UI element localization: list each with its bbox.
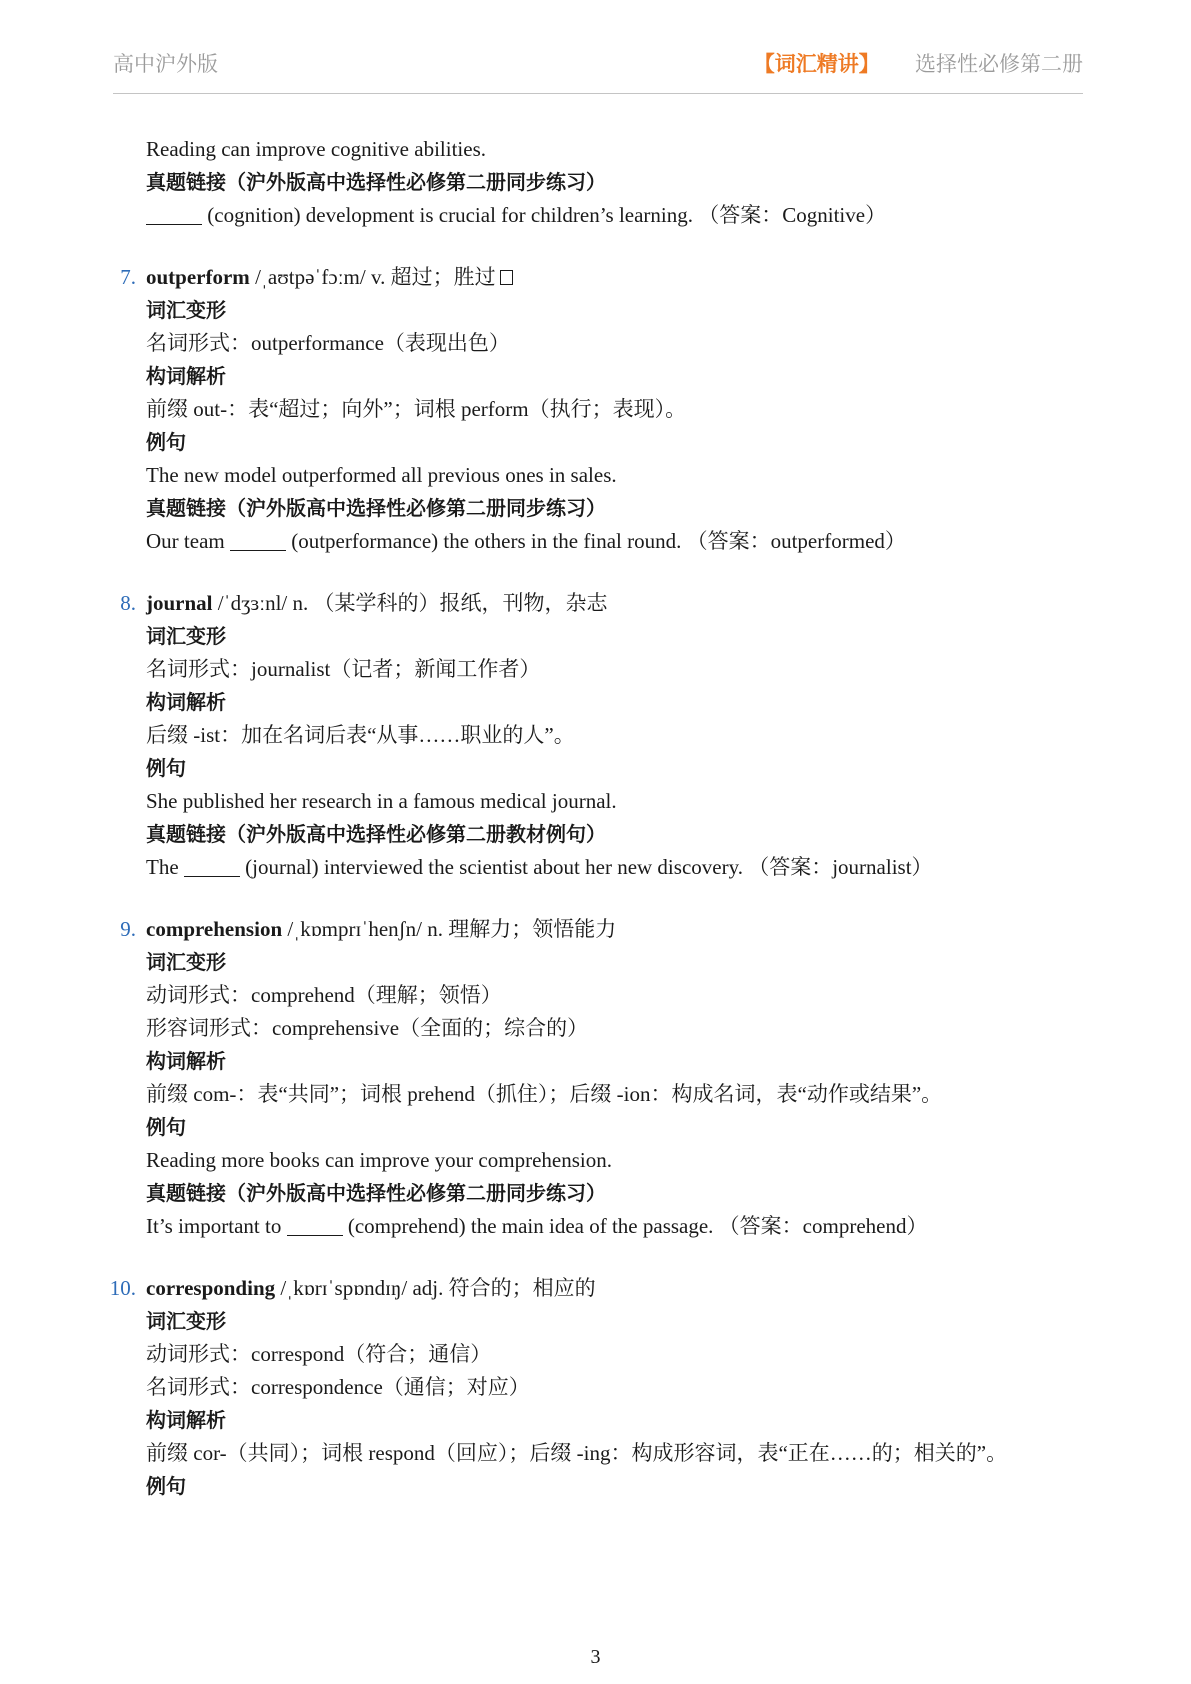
word-form: 名词形式：journalist（记者；新闻工作者） [146,657,541,681]
exercise-text: The [146,855,184,879]
headword: corresponding [146,1276,276,1300]
exercise-line [146,200,886,230]
answer-blank [184,856,240,877]
exam-link-heading: 真题链接（沪外版高中选择性必修第二册同步练习） [146,170,606,194]
analysis-text: 前缀 out-：表“超过；向外”；词根 perform（执行；表现）。 [146,397,687,421]
forms-heading: 词汇变形 [146,298,226,322]
pronunciation-definition: /ˌaʊtpəˈfɔːm/ v. 超过；胜过 [249,265,496,289]
exercise-text: (comprehend) the main idea of the passage. （答案：comprehend） [342,1214,928,1238]
entry-number: 7. [120,265,136,289]
exercise-text: Our team [146,529,230,553]
book-title: 选择性必修第二册 [915,52,1083,76]
exercise-text: (journal) interviewed the scientist about her new discovery. （答案：journalist） [239,855,933,879]
word-form: 形容词形式：comprehensive（全面的；综合的） [146,1016,589,1040]
entry-headword-line [146,262,513,292]
exercise-text: It’s important to [146,1214,287,1238]
example-heading: 例句 [146,756,186,780]
word-form: 名词形式：correspondence（通信；对应） [146,1375,530,1399]
analysis-heading: 构词解析 [146,690,226,714]
example-sentence: Reading more books can improve your comprehension. [146,1148,612,1172]
exercise-line [146,852,933,882]
answer-blank [146,204,202,225]
analysis-text: 前缀 com-：表“共同”；词根 prehend（抓住）；后缀 -ion：构成名词，表“动作或结果”。 [146,1082,943,1106]
example-heading: 例句 [146,1115,186,1139]
checkbox-glyph [500,270,513,285]
exam-link-heading: 真题链接（沪外版高中选择性必修第二册教材例句） [146,822,606,846]
entry-headword-line [146,914,616,944]
headword: journal [146,591,213,615]
analysis-text: 前缀 cor-（共同）；词根 respond（回应）；后缀 -ing：构成形容词，表“正在……的；相关的”。 [146,1441,1008,1465]
exercise-line [146,526,906,556]
analysis-heading: 构词解析 [146,364,226,388]
header-divider [113,93,1083,94]
forms-heading: 词汇变形 [146,1309,226,1333]
pronunciation-definition: /ˈdʒɜːnl/ n. （某学科的）报纸，刊物，杂志 [212,591,608,615]
forms-heading: 词汇变形 [146,624,226,648]
exercise-text: (cognition) development is crucial for children’s learning. （答案：Cognitive） [202,203,887,227]
headword: comprehension [146,917,283,941]
entry-number: 10. [109,1276,136,1300]
entry-headword-line [146,1273,596,1303]
page-header [113,42,1083,82]
pronunciation-definition: /ˌkɒmprɪˈhenʃn/ n. 理解力；领悟能力 [282,917,617,941]
example-heading: 例句 [146,1474,186,1498]
example-heading: 例句 [146,430,186,454]
section-tag: 【词汇精讲】 [753,52,880,76]
word-form: 动词形式：correspond（符合；通信） [146,1342,492,1366]
word-form: 动词形式：comprehend（理解；领悟） [146,983,502,1007]
exam-link-heading: 真题链接（沪外版高中选择性必修第二册同步练习） [146,1181,606,1205]
entry-headword-line [146,588,608,618]
word-form: 名词形式：outperformance（表现出色） [146,331,510,355]
forms-heading: 词汇变形 [146,950,226,974]
answer-blank [230,530,286,551]
header-right-group [754,48,1083,78]
analysis-heading: 构词解析 [146,1408,226,1432]
example-sentence: The new model outperformed all previous ones in sales. [146,463,617,487]
example-sentence: She published her research in a famous medical journal. [146,789,617,813]
pronunciation-definition: /ˌkɒrɪˈspɒndɪŋ/ adj. 符合的；相应的 [275,1276,596,1300]
exercise-text: (outperformance) the others in the final round. （答案：outperformed） [285,529,906,553]
entry-number: 8. [120,591,136,615]
analysis-text: 后缀 -ist：加在名词后表“从事……职业的人”。 [146,723,575,747]
page-number: 3 [590,1646,601,1668]
exam-link-heading: 真题链接（沪外版高中选择性必修第二册同步练习） [146,496,606,520]
example-sentence: Reading can improve cognitive abilities. [146,137,486,161]
analysis-heading: 构词解析 [146,1049,226,1073]
exercise-line [146,1211,927,1241]
headword: outperform [146,265,250,289]
answer-blank [287,1215,343,1236]
series-title: 高中沪外版 [113,52,218,76]
entry-number: 9. [120,917,136,941]
